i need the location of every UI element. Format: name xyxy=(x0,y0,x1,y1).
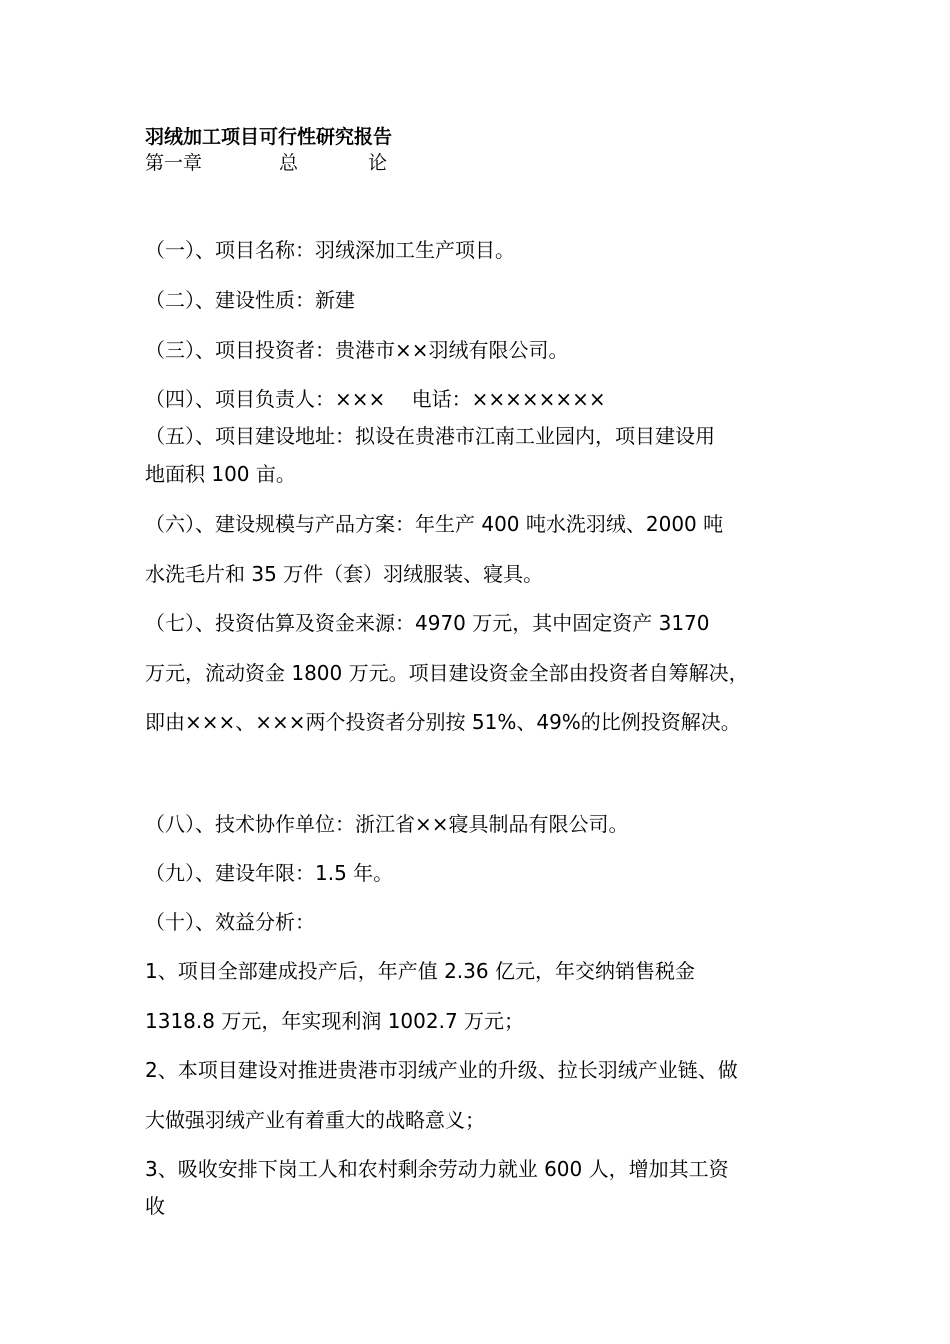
chapter-title-part1: 总 xyxy=(279,152,299,174)
item-address-line2: 地面积 100 亩。 xyxy=(145,462,296,486)
benefit-1-line1: 1、项目全部建成投产后，年产值 2.36 亿元，年交纳销售税金 xyxy=(145,959,695,983)
item-tech-partner: （八）、技术协作单位：浙江省××寝具制品有限公司。 xyxy=(145,812,629,836)
benefit-2-line1: 2、本项目建设对推进贵港市羽绒产业的升级、拉长羽绒产业链、做 xyxy=(145,1058,738,1082)
item-investor: （三）、项目投资者：贵港市××羽绒有限公司。 xyxy=(145,338,569,362)
benefit-1-line2: 1318.8 万元，年实现利润 1002.7 万元； xyxy=(145,1009,525,1033)
item-construction-type: （二）、建设性质：新建 xyxy=(145,288,355,312)
item-investment-line1: （七）、投资估算及资金来源：4970 万元，其中固定资产 3170 xyxy=(145,611,710,635)
item-address-line1: （五）、项目建设地址：拟设在贵港市江南工业园内，项目建设用 xyxy=(145,424,715,448)
item-construction-period: （九）、建设年限：1.5 年。 xyxy=(145,861,394,885)
item-investment-line3: 即由×××、×××两个投资者分别按 51%、49%的比例投资解决。 xyxy=(145,710,741,734)
benefit-3-line2: 收 xyxy=(145,1194,165,1218)
document-title: 羽绒加工项目可行性研究报告 xyxy=(145,126,393,148)
benefit-2-line2: 大做强羽绒产业有着重大的战略意义； xyxy=(145,1108,485,1132)
item-project-leader: （四）、项目负责人：××× 电话：×××××××× xyxy=(145,387,606,411)
chapter-title-part2: 论 xyxy=(368,152,388,174)
item-scale-line1: （六）、建设规模与产品方案：年生产 400 吨水洗羽绒、2000 吨 xyxy=(145,512,724,536)
chapter-number: 第一章 xyxy=(145,152,203,174)
item-scale-line2: 水洗毛片和 35 万件（套）羽绒服装、寝具。 xyxy=(145,562,544,586)
item-benefit-analysis: （十）、效益分析： xyxy=(145,910,315,934)
item-project-name: （一）、项目名称：羽绒深加工生产项目。 xyxy=(145,238,515,262)
benefit-3-line1: 3、吸收安排下岗工人和农村剩余劳动力就业 600 人，增加其工资 xyxy=(145,1157,729,1181)
item-investment-line2: 万元，流动资金 1800 万元。项目建设资金全部由投资者自筹解决， xyxy=(145,661,749,685)
